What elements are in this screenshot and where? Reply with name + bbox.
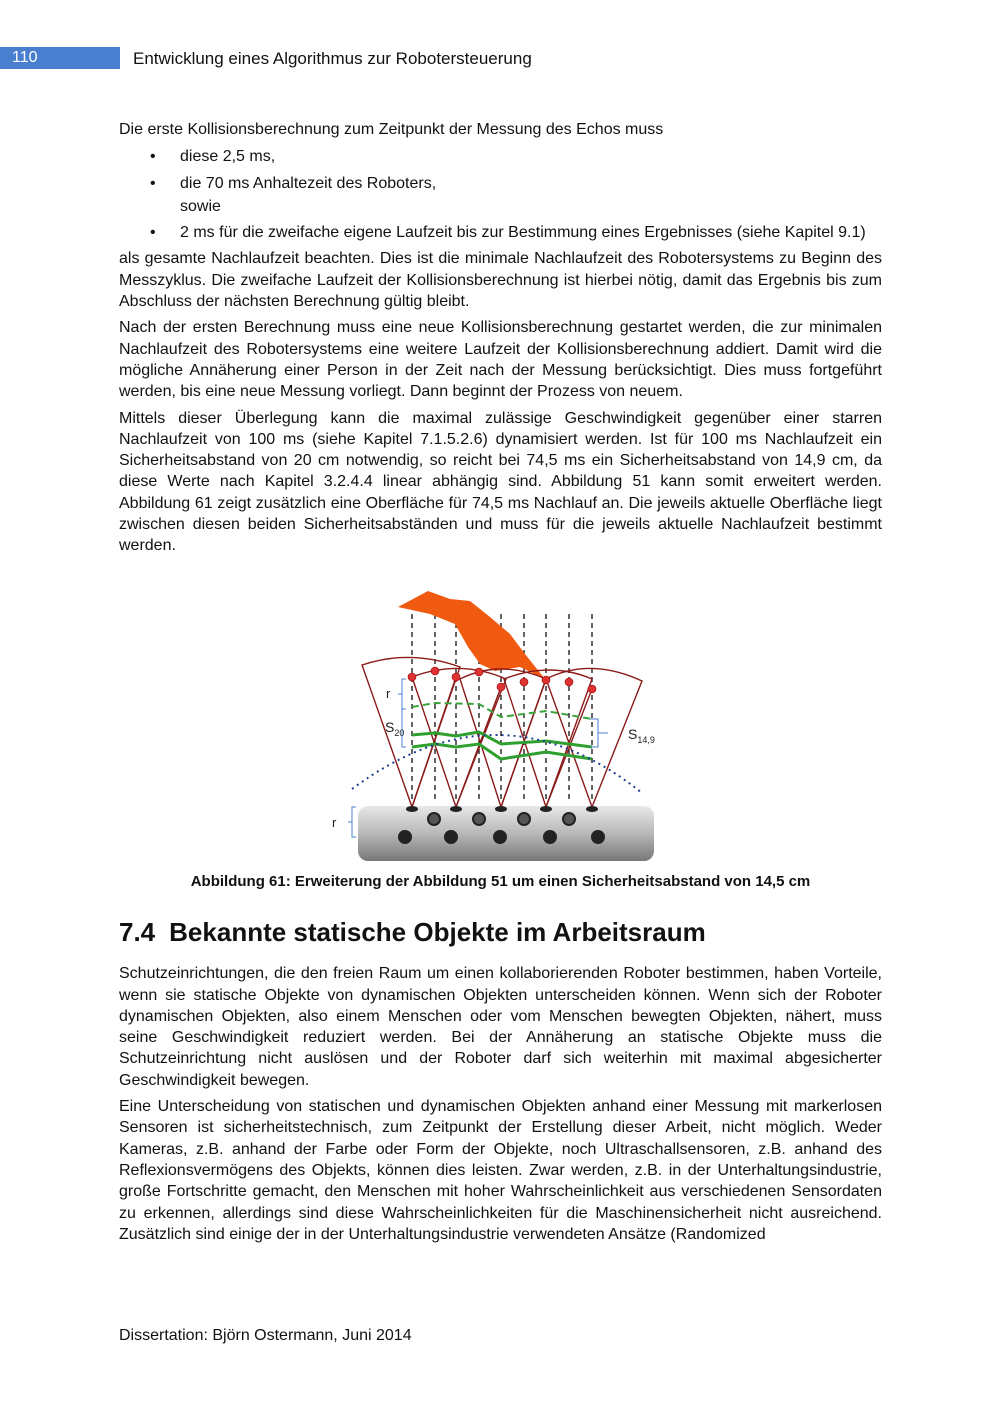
paragraph: Nach der ersten Berechnung muss eine neue Kollisionsberechnung gestartet werden, die zur minimalen Nachlaufzeit des Robotersystems eine weitere Laufzeit der Kollisionsberechnung addiert. Damit wird die mögliche Annäherung einer Person in der Zeit nach der Messung berücksichtigt. Dies muss fortgeführt werden, bis eine neue Messung vorliegt. Dann beginnt der Prozess von neuem.	[119, 319, 882, 401]
list-item-text: diese 2,5 ms,	[180, 148, 276, 166]
page-number: 110	[0, 47, 120, 69]
label-r: r	[386, 685, 391, 701]
sowie-text: sowie	[180, 197, 221, 215]
intro-text: Die erste Kollisionsberechnung zum Zeitpunkt der Messung des Echos muss	[119, 121, 664, 138]
svg-text:S20	[385, 719, 404, 738]
section-title: Bekannte statische Objekte im Arbeitsraum	[169, 916, 706, 947]
section-heading	[119, 916, 882, 947]
label-s20: S	[385, 718, 395, 735]
list-item: • 2 ms für die zweifache eigene Laufzeit bis zur Bestimmung eines Ergebnisses (siehe Kapitel 9.1)	[150, 224, 866, 242]
label-s149-sub: 14,9	[637, 734, 655, 745]
running-header: Entwicklung eines Algorithmus zur Robotersteuerung	[133, 49, 532, 68]
bullet-list	[119, 222, 882, 243]
page-body	[119, 119, 882, 1250]
label-s20-sub: 20	[394, 727, 405, 738]
dashed-green-surface	[412, 703, 592, 719]
figure-61	[119, 579, 882, 861]
page-footer: Dissertation: Björn Ostermann, Juni 2014	[119, 1327, 412, 1344]
figure-caption: Abbildung 61: Erweiterung der Abbildung 51 um einen Sicherheitsabstand von 14,5 cm	[190, 872, 811, 890]
list-item: • die 70 ms Anhaltezeit des Roboters,	[150, 174, 437, 192]
svg-text:S14,9	[628, 726, 655, 745]
list-item-text: die 70 ms Anhaltezeit des Roboters,	[180, 174, 437, 192]
list-item: • diese 2,5 ms,	[150, 148, 276, 166]
paragraph: Mittels dieser Überlegung kann die maximal zulässige Geschwindigkeit gegenüber einer starren Nachlaufzeit von 100 ms (siehe Kapitel 7.1.5.2.6) dynamisiert werden. Ist für 100 ms Nachlaufzeit ein Sicherheitsabstand von 20 cm notwendig, so reicht bei 74,5 ms ein Sicherheitsabstand von 14,9 cm, da diese Werte nach Kapitel 3.2.4.4 linear abhängig sind. Abbildung 51 kann somit erweitert werden. Abbildung 61 zeigt zusätzlich eine Oberfläche für 74,5 ms Nachlauf an. Die jeweils aktuelle Oberfläche liegt zwischen diesen beiden Sicherheitsabständen und muss für die jeweils aktuelle Nachlaufzeit bestimmt werden.	[119, 409, 882, 555]
bullet-list	[119, 146, 882, 194]
label-s149: S	[628, 725, 638, 742]
paragraph: Eine Unterscheidung von statischen und dynamischen Objekten anhand einer Messung mit markerlosen Sensoren ist sicherheitstechnisch, zum Zeitpunkt der Erstellung dieser Arbeit, nicht möglich. Weder Kameras, z.B. anhand der Farbe oder Form der Objekte, noch Ultraschallsensoren, z.B. anhand des Reflexionsvermögens des Objekts, können dies leisten. Zwar werden, z.B. in der Unterhaltungsindustrie, große Fortschritte gemacht, den Menschen mit hoher Wahrscheinlichkeit aus verschiedenen Sensordaten zu erkennen, allerdings sind diese Wahrscheinlichkeiten für die Maschinensicherheit nicht ausreichend. Zusätzlich sind einige der in der Unterhaltungsindustrie verwendeten Ansätze (Randomized	[119, 1098, 882, 1243]
sensor-diagram	[332, 579, 680, 861]
section-number: 7.4	[119, 916, 156, 947]
hand-icon	[398, 591, 545, 679]
label-r2: r	[332, 814, 337, 830]
paragraph: als gesamte Nachlaufzeit beachten. Dies ist die minimale Nachlaufzeit des Robotersystems zu Beginn des Messzyklus. Die zweifache Laufzeit der Kollisionsberechnung ist hierbei nötig, damit das Ergebnis bis zum Abschluss der nächsten Berechnung gültig bleibt.	[119, 250, 882, 311]
list-item-text: 2 ms für die zweifache eigene Laufzeit bis zur Bestimmung eines Ergebnisses (siehe Kapitel 9.1)	[180, 224, 866, 242]
paragraph: Schutzeinrichtungen, die den freien Raum um einen kollaborierenden Roboter bestimmen, haben Vorteile, wenn sie statische Objekte von dynamischen Objekten unterscheiden können. Wenn sich der Roboter dynamischen Objekten, also einem Menschen oder vom Menschen bewegten Objekten, nähert, muss seine Geschwindigkeit reduziert werden. Bei der Annäherung an statische Objekte muss die Schutzeinrichtung nicht auslösen und der Roboter darf sich weiterhin mit maximal abgesicherter Geschwindigkeit bewegen.	[119, 965, 882, 1089]
